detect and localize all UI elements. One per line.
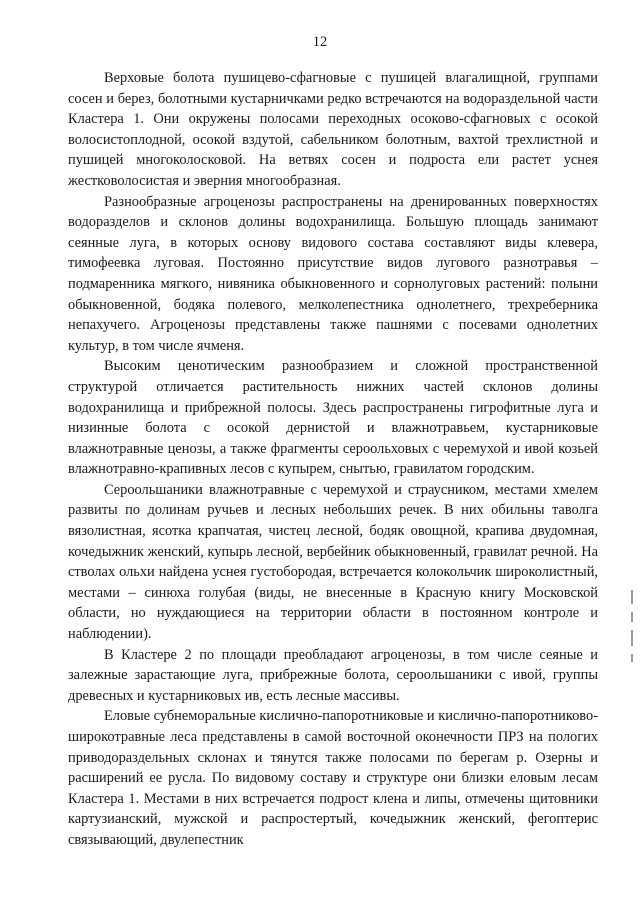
paragraph-grey-alder-forests: Сероольшаники влажнотравные с черемухой и страусником, местами хмелем развиты по долинам ручьев и лесных небольших речек. В них обильны таволга вязолистная, ясотка крапчатая, чистец лесной, бодяк овощной, крапива двудомная, кочедыжник женский, купырь лесной, вербейник обыкновенный, гравилат речной. На стволах ольхи найдена уснея густобородая, встречается колокольчик широколистный, местами – синюха голубая (виды, не внесенные в Красную книгу Московской области, но нуждающиеся на территории области в постоянном контроле и наблюдении). xyxy=(68,481,598,643)
paragraph-spruce-forests: Еловые субнеморальные кислично-папоротниковые и кислично-папоротниково-широкотравные леса представлены в самой восточной оконечности ПРЗ на пологих приводораздельных склонах и тянутся также полосами по берегам р. Озерны и расширений ее русла. По видовому составу и структуре они близки еловым лесам Кластера 1. Местами в них встречается подрост клена и липы, отмечены щитовники картузианский, мужской и распростертый, кочедыжник женский, фегоптерис связывающий, двулепестник xyxy=(68,708,598,848)
scan-edge-marks xyxy=(631,590,634,680)
paragraph-cluster-2: В Кластере 2 по площади преобладают агроценозы, в том числе сеяные и залежные зарастающие луга, прибрежные болота, сероольшаники с ивой, группы древесных и кустарниковых ив, есть лесные массивы. xyxy=(68,646,598,704)
paragraph-agrocenoses: Разнообразные агроценозы распространены на дренированных поверхностях водоразделов и склонов долины водохранилища. Большую площадь занимают сеянные луга, в которых основу видового состава составляют виды клевера, тимофеевка луговая. Постоянно присутствие видов лугового разнотравья – подмаренника мягкого, нивяника обыкновенного и сорнолуговых растений: полыни обыкновенной, бодяка полевого, мелколепестника однолетнего, трехреберника непахучего. Агроценозы представлены также пашнями с посевами однолетних культур, в том числе ячменя. xyxy=(68,193,598,354)
paragraph-upland-bogs: Верховые болота пушицево-сфагновые с пушицей влагалищной, группами сосен и берез, болотными кустарничками редко встречаются на водораздельной части Кластера 1. Они окружены полосами переходных осоково-сфагновых с осокой волосистоплодной, осокой вздутой, сабельником болотным, вахтой трехлистной и пушицей многоколосковой. На ветвях сосен и подроста ели растет уснея жестковолосистая и эверния многообразная. xyxy=(68,70,598,189)
document-body xyxy=(68,68,598,851)
paragraph-valley-vegetation: Высоким ценотическим разнообразием и сложной пространственной структурой отличается растительность нижних частей склонов долины водохранилища и прибрежной полосы. Здесь распространены гигрофитные луга и низинные болота с осокой дернистой и влажнотравьем, кустарниковые влажнотравные ценозы, а также фрагменты сероольховых с черемухой и ивой козьей влажнотравно-крапивных лесов с купырем, снытью, гравилатом городским. xyxy=(68,358,598,478)
page-number: 12 xyxy=(312,34,328,50)
